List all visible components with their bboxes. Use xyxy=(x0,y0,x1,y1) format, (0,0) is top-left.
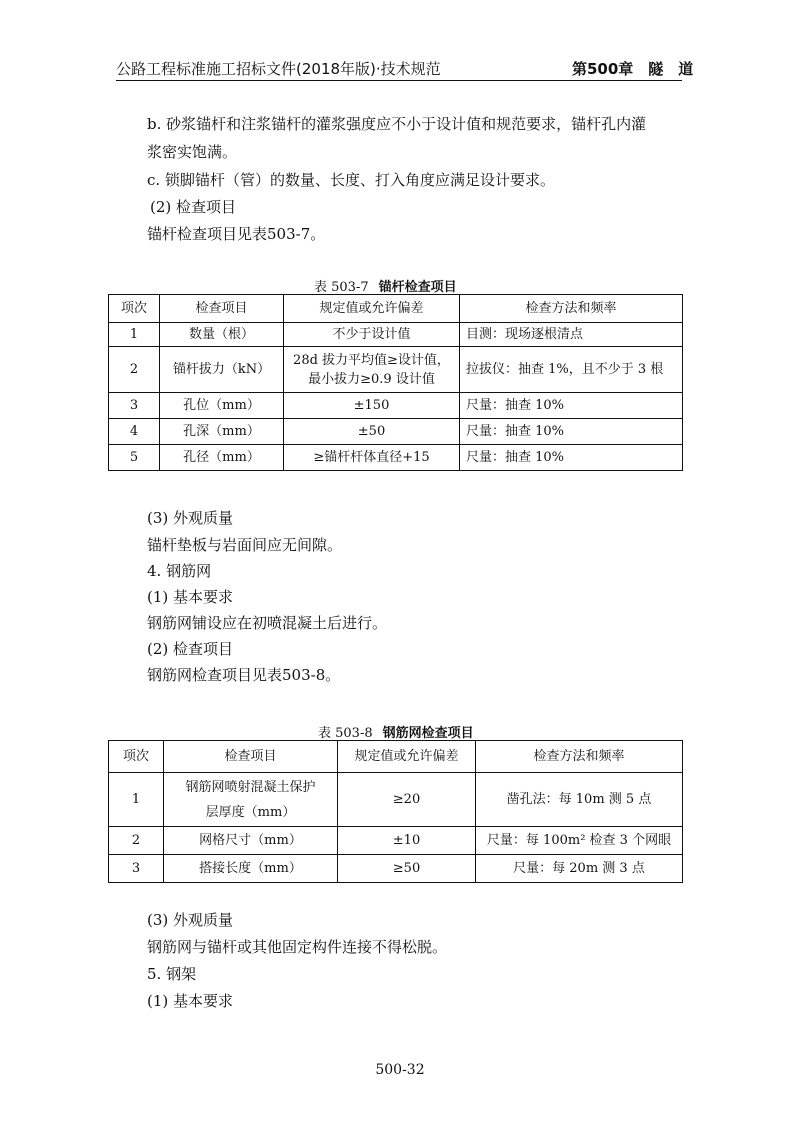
table2-header: 检查方法和频率 xyxy=(476,741,683,773)
table-cell xyxy=(164,773,338,827)
table-cell: 凿孔法：每 10m 测 5 点 xyxy=(476,773,683,827)
table2-header: 规定值或允许偏差 xyxy=(338,741,476,773)
table-cell: 1 xyxy=(109,773,164,827)
table-cell: 3 xyxy=(109,393,160,419)
table-cell: 目测：现场逐根清点 xyxy=(460,323,683,347)
table1-header: 检查方法和频率 xyxy=(460,295,683,323)
table1-caption-no: 表 503-7 xyxy=(314,280,369,295)
table-503-7 xyxy=(108,294,683,471)
table-cell: 3 xyxy=(109,855,164,883)
table1-header-row xyxy=(109,295,683,323)
para-b-line2: 浆密实饱满。 xyxy=(147,143,238,161)
header-chapter: 第500章 隧 道 xyxy=(572,60,694,78)
table-cell: 4 xyxy=(109,419,160,445)
table-cell-line: 层厚度（mm） xyxy=(205,804,296,820)
table-cell-line: 最小拔力≥0.9 设计值 xyxy=(308,371,435,387)
table-row xyxy=(109,347,683,393)
table-cell: 尺量：抽查 10% xyxy=(460,419,683,445)
appearance-text: 锚杆垫板与岩面间应无间隙。 xyxy=(147,536,343,554)
para-c: c. 锁脚锚杆（管）的数量、长度、打入角度应满足设计要求。 xyxy=(147,171,555,189)
table1-caption xyxy=(314,276,457,295)
mesh-basic-heading: (1) 基本要求 xyxy=(147,588,234,606)
table2-header: 检查项目 xyxy=(164,741,338,773)
mesh-check-heading: (2) 检查项目 xyxy=(147,640,234,658)
table-cell-line: 钢筋网喷射混凝土保护 xyxy=(185,779,316,795)
frame-basic-heading: (1) 基本要求 xyxy=(147,992,234,1010)
table-cell: 1 xyxy=(109,323,160,347)
page-number: 500-32 xyxy=(375,1062,425,1078)
table-cell: ≥50 xyxy=(338,855,476,883)
table1-header: 检查项目 xyxy=(160,295,284,323)
table-cell: 拉拔仪：抽查 1%，且不少于 3 根 xyxy=(460,347,683,393)
table-cell: 搭接长度（mm） xyxy=(164,855,338,883)
table-row xyxy=(109,827,683,855)
table2-caption-title: 钢筋网检查项目 xyxy=(382,726,474,741)
table-cell: ±50 xyxy=(284,419,460,445)
table-cell: 孔深（mm） xyxy=(160,419,284,445)
table-row xyxy=(109,393,683,419)
mesh-appearance-text: 钢筋网与锚杆或其他固定构件连接不得松脱。 xyxy=(147,938,448,956)
table-cell: 5 xyxy=(109,445,160,471)
table-row xyxy=(109,419,683,445)
table-cell xyxy=(284,347,460,393)
table2-header: 项次 xyxy=(109,741,164,773)
table-cell-line: 28d 拔力平均值≥设计值， xyxy=(293,352,450,368)
table1-header: 规定值或允许偏差 xyxy=(284,295,460,323)
table-cell: 2 xyxy=(109,347,160,393)
header-title: 公路工程标准施工招标文件(2018年版)·技术规范 xyxy=(116,60,441,78)
table1-caption-title: 锚杆检查项目 xyxy=(378,280,457,295)
para-b-line1: b. 砂浆锚杆和注浆锚杆的灌浆强度应不小于设计值和规范要求，锚杆孔内灌 xyxy=(147,115,647,133)
table-cell: 孔径（mm） xyxy=(160,445,284,471)
frame-heading: 5. 钢架 xyxy=(147,965,197,983)
table-cell: 尺量：抽查 10% xyxy=(460,445,683,471)
check-ref: 锚杆检查项目见表503-7。 xyxy=(147,225,326,243)
mesh-heading: 4. 钢筋网 xyxy=(147,562,212,580)
table-row xyxy=(109,445,683,471)
table-row xyxy=(109,855,683,883)
mesh-basic-text: 钢筋网铺设应在初喷混凝土后进行。 xyxy=(147,614,388,632)
table-cell: 尺量：抽查 10% xyxy=(460,393,683,419)
table-cell: ±150 xyxy=(284,393,460,419)
table-cell: 2 xyxy=(109,827,164,855)
table-503-8 xyxy=(108,740,683,883)
table-cell: 孔位（mm） xyxy=(160,393,284,419)
appearance-heading: (3) 外观质量 xyxy=(147,509,234,527)
table-cell: ≥锚杆杆体直径+15 xyxy=(284,445,460,471)
table1-header: 项次 xyxy=(109,295,160,323)
table-cell: ≥20 xyxy=(338,773,476,827)
table2-caption-no: 表 503-8 xyxy=(318,726,373,741)
header-rule xyxy=(116,80,682,81)
table-cell: ±10 xyxy=(338,827,476,855)
table-row xyxy=(109,773,683,827)
check-heading: (2) 检查项目 xyxy=(150,198,237,216)
table-cell: 尺量：每 20m 测 3 点 xyxy=(476,855,683,883)
table2-caption xyxy=(318,722,474,741)
mesh-appearance-heading: (3) 外观质量 xyxy=(147,911,234,929)
table-row xyxy=(109,323,683,347)
table-cell: 锚杆拔力（kN） xyxy=(160,347,284,393)
mesh-check-ref: 钢筋网检查项目见表503-8。 xyxy=(147,666,341,684)
table-cell: 网格尺寸（mm） xyxy=(164,827,338,855)
table2-header-row xyxy=(109,741,683,773)
table-cell: 数量（根） xyxy=(160,323,284,347)
table-cell: 不少于设计值 xyxy=(284,323,460,347)
table-cell: 尺量：每 100m² 检查 3 个网眼 xyxy=(476,827,683,855)
